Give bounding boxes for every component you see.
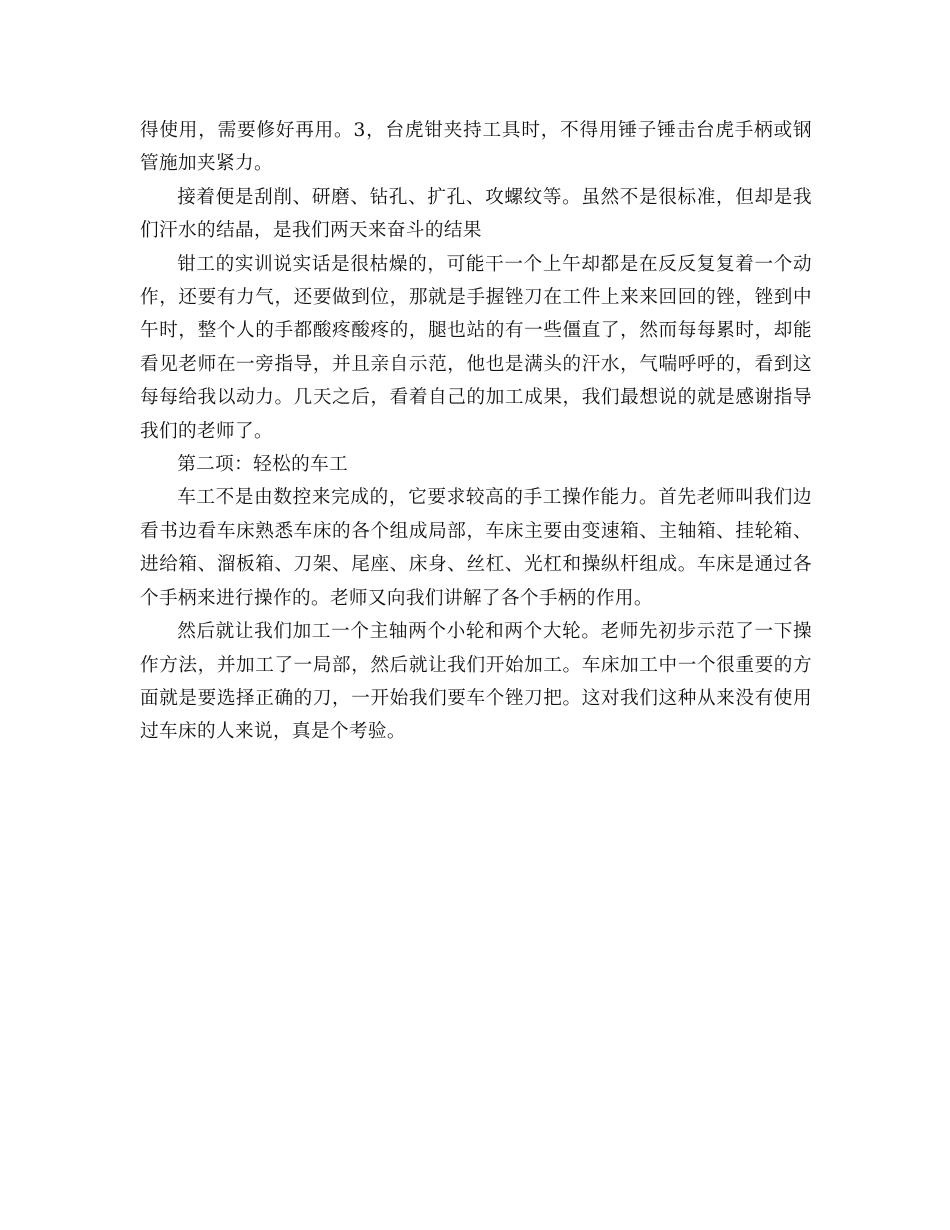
- paragraph-lathe-intro: 车工不是由数控来完成的，它要求较高的手工操作能力。首先老师叫我们边看书边看车床熟悉车床的各个组成局部，车床主要由变速箱、主轴箱、挂轮箱、进给箱、溜板箱、刀架、尾座、床身、丝杠、光杠和操纵杆组成。车床是通过各个手柄来进行操作的。老师又向我们讲解了各个手柄的作用。: [140, 487, 812, 609]
- section-heading-lathe: 第二项：轻松的车工: [177, 454, 349, 476]
- paragraph-scraping-drilling: 接着便是刮削、研磨、钻孔、扩孔、攻螺纹等。虽然不是很标准，但却是我们汗水的结晶，是我们两天来奋斗的结果: [140, 186, 812, 242]
- paragraph-lathe-practice: 然后就让我们加工一个主轴两个小轮和两个大轮。老师先初步示范了一下操作方法，并加工了一局部，然后就让我们开始加工。车床加工中一个很重要的方面就是要选择正确的刀，一开始我们要车个锉刀把。这对我们这种从来没有使用过车床的人来说，真是个考验。: [140, 621, 812, 743]
- body-text: [140, 114, 812, 749]
- paragraph-vise-safety: 得使用，需要修好再用。3，台虎钳夹持工具时，不得用锤子锤击台虎手柄或钢管施加夹紧力。: [140, 120, 812, 175]
- paragraph-fitter-training: 钳工的实训说实话是很枯燥的，可能干一个上午却都是在反反复复着一个动作，还要有力气，还要做到位，那就是手握锉刀在工件上来来回回的锉，锉到中午时，整个人的手都酸疼酸疼的，腿也站的有一些僵直了，然而每每累时，却能看见老师在一旁指导，并且亲自示范，他也是满头的汗水，气喘呼呼的，看到这每每给我以动力。几天之后，看着自己的加工成果，我们最想说的就是感谢指导我们的老师了。: [140, 253, 812, 442]
